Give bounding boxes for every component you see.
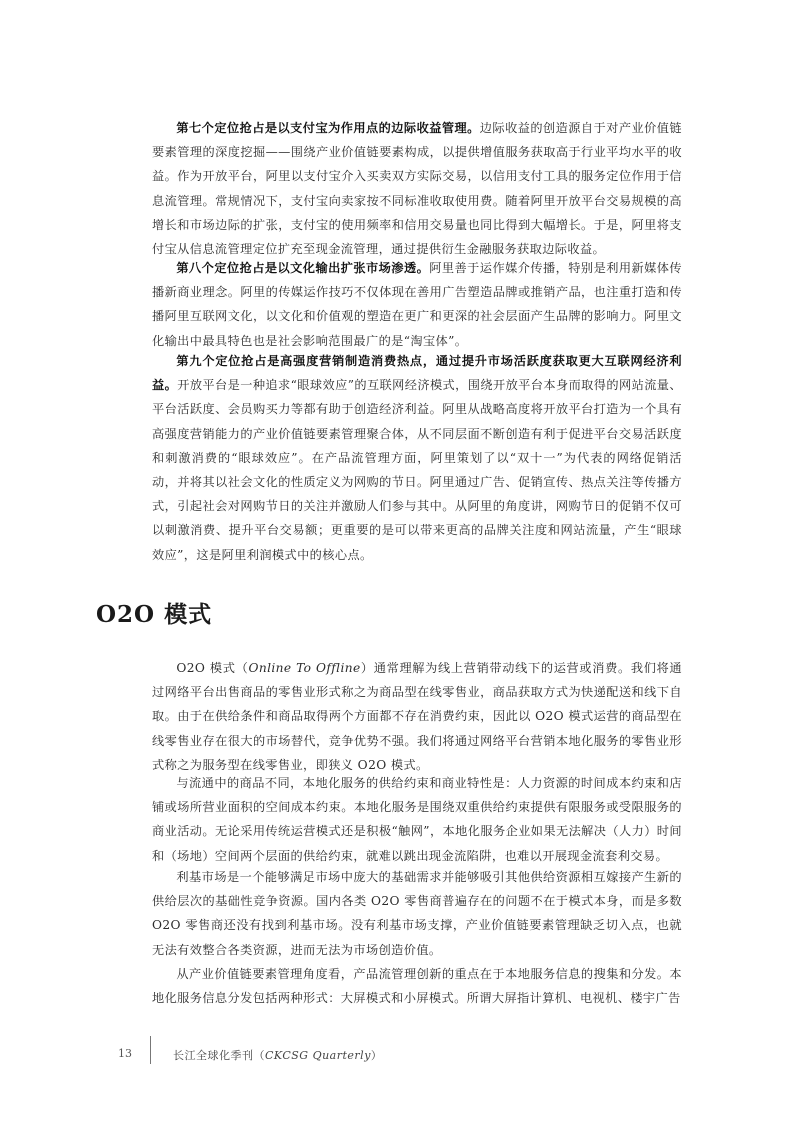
paragraph-marketing bbox=[152, 349, 682, 567]
paragraph-culture bbox=[152, 256, 682, 353]
paragraph-text: ）通常理解为线上营销带动线下的运营或消费。我们将通过网络平台出售商品的零售业形式称之为商品型在线零售业，商品获取方式为快递配送和线下自取。由于在供给条件和商品取得两个方面都不存在消费约束，因此以 O2O 模式运营的商品型在线零售业存在很大的市场替代，竞争优势不强。我们将通过网络平台营销本地化服务的零售业形式称之为服务型在线零售业，即狭义 O2O 模式。 bbox=[152, 661, 682, 772]
paragraph-lead: 第八个定位抢占是以文化输出扩张市场渗透。 bbox=[176, 261, 430, 275]
footer-divider bbox=[150, 1036, 151, 1064]
paragraph-o2o-definition bbox=[152, 656, 682, 777]
paragraph-text: 与流通中的商品不同，本地化服务的供给约束和商业特性是：人力资源的时间成本约束和店铺或场所营业面积的空间成本约束。本地化服务是围绕双重供给约束提供有限服务或受限服务的商业活动。无论采用传统运营模式还是积极“触网”，本地化服务企业如果无法解决（人力）时间和（场地）空间两个层面的供给约束，就难以跳出现金流陷阱，也难以开展现金流套利交易。 bbox=[152, 776, 682, 863]
paragraph-lead: 第九个定位抢占是高强度营销制造消费热点，通过提升市场活跃度获取更大互联网经济利益。 bbox=[152, 354, 682, 393]
journal-name bbox=[173, 1047, 382, 1063]
journal-name-cn: 长江全球化季刊（ bbox=[173, 1049, 265, 1062]
paragraph-text: O2O 模式（ bbox=[176, 661, 249, 675]
paragraph-local-service bbox=[152, 771, 682, 868]
paragraph-body: 边际收益的创造源自于对产业价值链要素管理的深度挖掘——围绕产业价值链要素构成，以提供增值服务获取高于行业平均水平的收益。作为开放平台，阿里以支付宝介入买卖双方实际交易，以信用支付工具的服务定位作用于信息流管理。常规情况下，支付宝向卖家按不同标准收取使用费。随着阿里开放平台交易规模的高增长和市场边际的扩张，支付宝的使用频率和信用交易量也同比得到大幅增长。于是，阿里将支付宝从信息流管理定位扩充至现金流管理，通过提供衍生金融服务获取边际收益。 bbox=[152, 121, 682, 257]
paragraph-niche-market bbox=[152, 865, 682, 962]
page-number: 13 bbox=[118, 1047, 132, 1060]
paragraph-text: 利基市场是一个能够满足市场中庞大的基础需求并能够吸引其他供给资源相互嫁接产生新的供给层次的基础性竞争资源。国内各类 O2O 零售商普遍存在的问题不在于模式本身，而是多数 O2O 零售商还没有找到利基市场。没有利基市场支撑，产业价值链要素管理缺乏切入点，也就无法有效整合各类资源，进而无法为市场创造价值。 bbox=[152, 870, 682, 957]
journal-name-en: CKCSG Quarterly bbox=[265, 1049, 371, 1062]
journal-name-close: ） bbox=[370, 1049, 383, 1062]
section-title: O2O 模式 bbox=[96, 601, 213, 628]
paragraph-alipay bbox=[152, 116, 682, 261]
paragraph-body: 阿里善于运作媒介传播，特别是利用新媒体传播新商业理念。阿里的传媒运作技巧不仅体现在善用广告塑造品牌或推销产品，也注重打造和传播阿里互联网文化，以文化和价值观的塑造在更广和更深的社会层面产生品牌的影响力。阿里文化输出中最具特色也是社会影响范围最广的是“淘宝体”。 bbox=[152, 261, 683, 348]
paragraph-information bbox=[152, 962, 682, 1010]
paragraph-text: 从产业价值链要素管理角度看，产品流管理创新的重点在于本地服务信息的搜集和分发。本地化服务信息分发包括两种形式：大屏模式和小屏模式。所谓大屏指计算机、电视机、楼宇广告 bbox=[152, 967, 682, 1006]
paragraph-lead: 第七个定位抢占是以支付宝为作用点的边际收益管理。 bbox=[176, 121, 480, 135]
paragraph-body: 开放平台是一种追求“眼球效应”的互联网经济模式，围绕开放平台本身而取得的网站流量、平台活跃度、会员购买力等都有助于创造经济利益。阿里从战略高度将开放平台打造为一个具有高强度营销能力的产业价值链要素管理聚合体，从不同层面不断创造有利于促进平台交易活跃度和刺激消费的“眼球效应”。在产品流管理方面，阿里策划了以“双十一”为代表的网络促销活动，并将其以社会文化的性质定义为网购的节日。阿里通过广告、促销宣传、热点关注等传播方式，引起社会对网购节日的关注并激励人们参与其中。从阿里的角度讲，网购节日的促销不仅可以刺激消费、提升平台交易额；更重要的是可以带来更高的品牌关注度和网站流量，产生“眼球效应”，这是阿里利润模式中的核心点。 bbox=[152, 378, 682, 562]
paragraph-emphasis: Online To Offline bbox=[248, 661, 361, 675]
